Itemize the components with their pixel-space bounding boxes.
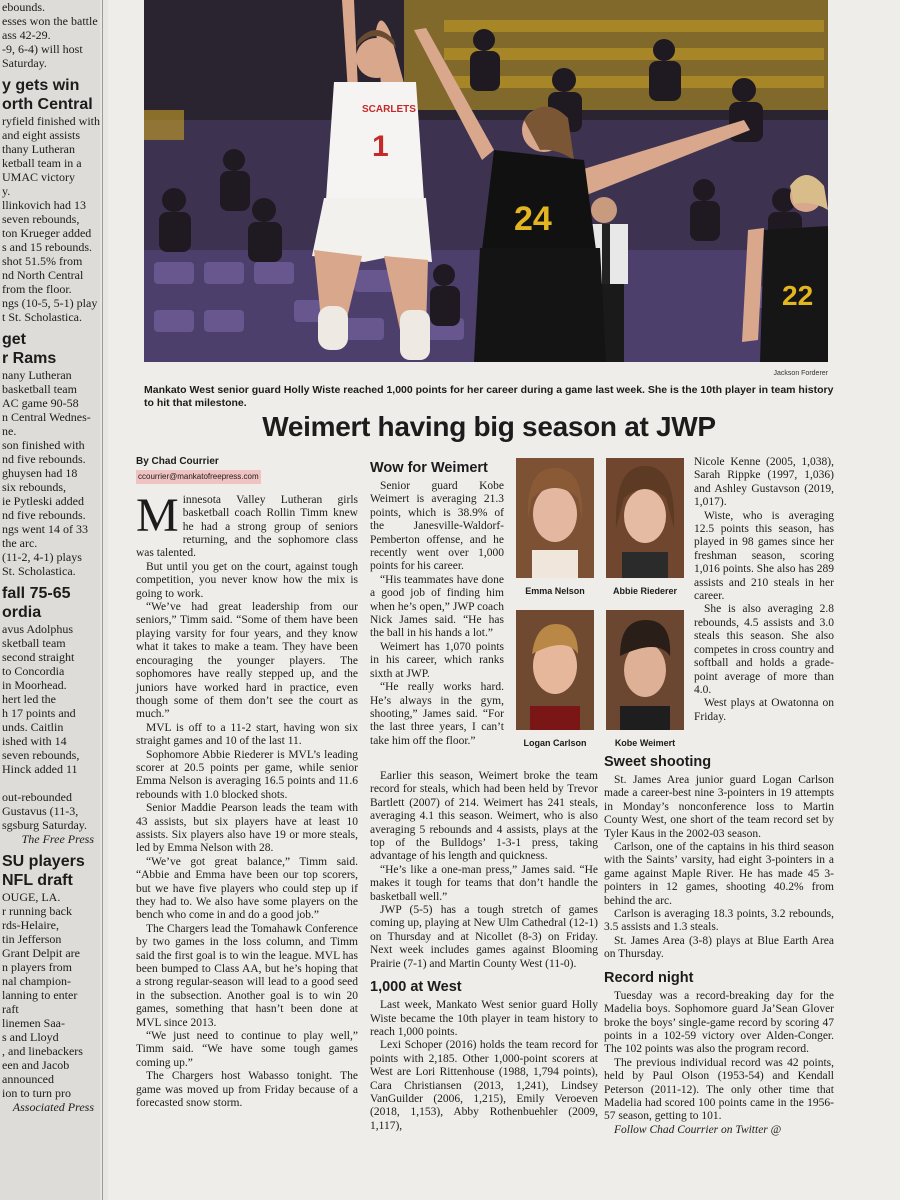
left-column-headline-d xyxy=(0,852,100,890)
left-column-line: hert led the xyxy=(2,692,56,706)
paragraph: “We’ve had great leadership from our seniors,” Timm said. “Some of them have been playing varsity for four years, and they know what it takes to make a team. They have been encouraging the younger players. The sophomores have really stepped up, and the juniors have worked hard in practice, even though some of them don’t see the court as much.” xyxy=(136,601,358,721)
left-column-line: seven rebounds, xyxy=(2,748,80,762)
left-column-headline-line: ordia xyxy=(2,604,42,621)
left-column-line: basketball team xyxy=(2,382,77,396)
paragraph: St. James Area (3-8) plays at Blue Earth Area on Thursday. xyxy=(604,934,834,961)
left-column-line: from the floor. xyxy=(2,282,72,296)
left-column-line: n Central Wednes- xyxy=(2,410,91,424)
left-column-line: ton Krueger added xyxy=(2,226,92,240)
column-3-top-paragraphs xyxy=(694,456,834,724)
subhead-sweet-shooting: Sweet shooting xyxy=(604,754,712,770)
paragraph: “We’ve got great balance,” Timm said. “Abbie and Emma have been our top scorers, but we have five players who could step up if they had to. We also have some players on the bench who come in and do a good job.” xyxy=(136,855,358,922)
left-column-line xyxy=(0,776,100,790)
column-3-record-paragraphs xyxy=(604,990,834,1124)
left-column-line: nal champion- xyxy=(2,974,71,988)
left-column-line: , and linebackers xyxy=(2,1044,83,1058)
emma-nelson-photo xyxy=(516,458,594,578)
column-rule xyxy=(102,0,103,1200)
left-column-line: Saturday. xyxy=(2,56,47,70)
left-column-line: ketball team in a xyxy=(2,156,82,170)
left-column-line: nany Lutheran xyxy=(2,368,72,382)
mugshot-emma-nelson xyxy=(516,458,594,596)
left-column-line: rds-Helaire, xyxy=(2,918,59,932)
mugshot-name: Logan Carlson xyxy=(523,738,587,748)
subhead-record-night: Record night xyxy=(604,969,694,986)
left-column-line: out-rebounded xyxy=(2,790,72,804)
left-column-line: nd five rebounds. xyxy=(2,452,86,466)
paragraph: The Chargers host Wabasso tonight. The game was moved up from Friday because of a forecasted snow storm. xyxy=(136,1070,358,1110)
left-column-line: Gustavus (11-3, xyxy=(2,804,79,818)
left-column-headline-line: SU players xyxy=(2,853,85,870)
left-column-line: nd North Central xyxy=(2,268,84,282)
left-column-brief-c xyxy=(0,368,100,578)
left-column-line: ebounds. xyxy=(2,0,45,14)
left-column-line: shot 51.5% from xyxy=(2,254,83,268)
left-column-line: seven rebounds, xyxy=(2,212,80,226)
paragraph: innesota Valley Lutheran girls basketball coach Rollin Timm knew he had a strong group of seniors returning, and the sophomore class was talented. xyxy=(136,493,358,560)
left-column-line: llinkovich had 13 xyxy=(2,198,86,212)
left-column-line: nd five rebounds. xyxy=(2,508,86,522)
left-column-line: ghuysen had 18 xyxy=(2,466,78,480)
left-column-brief-e xyxy=(0,890,100,1100)
paragraph: Last week, Mankato West senior guard Holly Wiste became the 10th player in team history to reach 1,000 points. xyxy=(370,999,598,1038)
left-column-line: UMAC victory xyxy=(2,170,75,184)
left-column-line: s and Lloyd xyxy=(2,1030,59,1044)
left-column-line: ngs (10-5, 5-1) play xyxy=(2,296,98,310)
left-column-line: raft xyxy=(2,1002,19,1016)
photo-credit: Jackson Forderer xyxy=(773,370,828,377)
paragraph: But until you get on the court, against tough competition, you never know how the mix is going to work. xyxy=(136,560,358,600)
paragraph: St. James Area junior guard Logan Carlson made a career-best nine 3-pointers in 19 attempts in Monday’s nonconference loss to Martin County West, one short of the team record set by Tyler Kaus in the 2002-03 season. xyxy=(604,774,834,840)
subhead-1000-at-west: 1,000 at West xyxy=(370,979,462,996)
column-2-bottom-paragraphs xyxy=(370,999,598,1133)
left-column-line: ished with 14 xyxy=(2,734,67,748)
left-column-brief-b xyxy=(0,114,100,324)
left-column-brief-a xyxy=(0,0,100,70)
left-column-headline-line: r Rams xyxy=(2,350,57,367)
left-column-line: ne. xyxy=(2,424,17,438)
paragraph: Nicole Kenne (2005, 1,038), Sarah Rippke (1997, 1,036) and Ashley Gustavson (2019, 1,017). xyxy=(694,456,834,509)
paragraph: Lexi Schoper (2016) holds the team record for points with 2,185. Other 1,000-point scorers at West are Lori Rittenhouse (1988, 1,794 points), Cara Christiansen (2013, 1,241), Lindsey VanGuilder (2006, 1,215), Emily Veroeven (2018, 1,153), Abby Rothenbuehler (2009, 1,117), xyxy=(370,1039,598,1132)
left-column-line: avus Adolphus xyxy=(2,622,74,636)
player-mugshots xyxy=(516,458,692,758)
paragraph: Senior guard Kobe Weimert is averaging 21.3 points, which is 38.9% of the Janesville-Waldorf-Pemberton offense, and he recently went over 1,000 points for his career. xyxy=(370,480,504,573)
left-column-headline-b xyxy=(0,330,100,368)
left-column-headline-line: NFL draft xyxy=(2,872,73,889)
paragraph: She is also averaging 2.8 rebounds, 4.5 assists and 3.0 steals this season. She also competes in cross country and softball and holds a grade-point average of more than 4.0. xyxy=(694,603,834,696)
left-column-line: n players from xyxy=(2,960,72,974)
left-column-line: s and 15 rebounds. xyxy=(2,240,92,254)
mugshot-name: Abbie Riederer xyxy=(612,586,678,596)
article-column-3-bottom xyxy=(604,750,834,1137)
left-column-credit-e: Associated Press xyxy=(12,1100,94,1114)
left-column-line: sgsburg Saturday. xyxy=(2,818,87,832)
left-column-line: -9, 6-4) will host xyxy=(2,42,83,56)
left-column-line: in Moorhead. xyxy=(2,678,67,692)
jersey-number-white: 1 xyxy=(372,130,389,163)
paragraph: “His teammates have done a good job of finding him when he’s open,” JWP coach Nick James said. “He has the ball in his hands a lot.” xyxy=(370,573,504,640)
byline: By Chad Courrier xyxy=(136,456,219,467)
article-column-1 xyxy=(136,455,358,1111)
paragraph: “He’s like a one-man press,” James said. “He makes it tough for teams that don’t handle the basketball well.” xyxy=(370,863,598,903)
left-column-line: and eight assists xyxy=(2,128,80,142)
left-column-line: r running back xyxy=(2,904,72,918)
left-column-line: een and Jacob xyxy=(2,1058,70,1072)
left-column-line: son finished with xyxy=(2,438,85,452)
paragraph: The Chargers lead the Tomahawk Conference by two games in the loss column, and Timm said the first goal is to win the league. MVL has been bumped to Class AA, but he’s hoping that a strong regular-season will lead to a good seed in the subsection. Another goal is to win 20 games, something that hasn’t been done at MVL since 2013. xyxy=(136,922,358,1029)
drop-cap: M xyxy=(136,488,179,542)
column-3-shooting-paragraphs xyxy=(604,774,834,962)
left-column-headline-line: get xyxy=(2,331,26,348)
article-column-2-lower xyxy=(370,770,598,1133)
left-column-line: lanning to enter xyxy=(2,988,78,1002)
left-column-line: ryfield finished with xyxy=(2,114,100,128)
paragraph: JWP (5-5) has a tough stretch of games coming up, playing at New Ulm Cathedral (12-1) on Thursday and at Nicollet (8-3) on Friday. Next week includes games against Blooming Prairie (7-1) and Martin County West (11-0). xyxy=(370,904,598,970)
left-column-line: announced xyxy=(2,1072,54,1086)
kobe-weimert-photo xyxy=(606,610,684,730)
paragraph: Senior Maddie Pearson leads the team with 43 assists, but six players have at least 10 assists. Six players also have 19 or more steals, led by Emma Nelson with 28. xyxy=(136,802,358,855)
left-column-headline-c xyxy=(0,584,100,622)
left-column-line: to Concordia xyxy=(2,664,65,678)
left-column-headline-line: fall 75-65 xyxy=(2,585,71,602)
left-column-line: linemen Saa- xyxy=(2,1016,65,1030)
left-column-credit-d: The Free Press xyxy=(21,832,94,846)
left-column-line: ass 42-29. xyxy=(2,28,51,42)
left-column-line: Hinck added 11 xyxy=(2,762,78,776)
left-column-line: thany Lutheran xyxy=(2,142,75,156)
column-2-top-paragraphs xyxy=(370,480,504,748)
abbie-riederer-photo xyxy=(606,458,684,578)
paragraph: “We just need to continue to play well,” Timm said. “We have some tough games coming up.” xyxy=(136,1030,358,1069)
paragraph: Earlier this season, Weimert broke the team record for steals, which had been held by Trevor Bartlett (2007) of 214. Weimert has 241 steals, averaging 4.1 this season. Weimert, who is also averaging 5 rebounds and 4 assists, plays at the top of the Bulldogs’ 1-3-1 press, taking advantage of his length and quickness. xyxy=(370,770,598,863)
left-column-headline-a xyxy=(0,76,100,114)
left-column-line: Grant Delpit are xyxy=(2,946,80,960)
jersey-number-black: 24 xyxy=(514,200,552,238)
article-column-3-top xyxy=(694,456,834,724)
left-column-brief-d xyxy=(0,622,100,832)
paragraph: Weimert has 1,070 points in his career, which ranks sixth at JWP. xyxy=(370,640,504,680)
column-1-paragraphs xyxy=(136,488,358,1111)
left-column-line: tin Jefferson xyxy=(2,932,62,946)
left-column-line: ion to turn pro xyxy=(2,1086,71,1100)
paragraph: “He really works hard. He’s always in the gym, shooting,” James said. “For the last three years, I can’t take him off the floor.” xyxy=(370,681,504,747)
photo-caption: Mankato West senior guard Holly Wiste reached 1,000 points for her career during a game last week. She is the 10th player in team history to hit that milestone. xyxy=(144,384,834,409)
paragraph: West plays at Owatonna on Friday. xyxy=(694,697,834,723)
left-column-line: the arc. xyxy=(2,536,38,550)
paragraph: Sophomore Abbie Riederer is MVL’s leading scorer at 20.5 points per game, while senior Emma Nelson is averaging 16.5 points and 11.6 rebounds with 1.0 blocked shots. xyxy=(136,748,358,801)
article-column-2 xyxy=(370,456,504,748)
left-column-line: (11-2, 4-1) plays xyxy=(2,550,82,564)
left-column-line: esses won the battle xyxy=(2,14,98,28)
paragraph: Carlson, one of the captains in his third season with the Saints’ varsity, had eight 3-pointers in a game against Maple River. He has made 45 3-pointers in 12 games, shooting 40.2% from behind the arc. xyxy=(604,841,834,907)
left-column-line: OUGE, LA. xyxy=(2,890,61,904)
left-column-line: h 17 points and xyxy=(2,706,76,720)
left-column-line: ngs went 14 of 33 xyxy=(2,522,88,536)
left-column-line: y. xyxy=(2,184,11,198)
paragraph: MVL is off to a 11-2 start, having won six straight games and 10 of the last 11. xyxy=(136,721,358,748)
mugshot-kobe-weimert xyxy=(606,610,684,748)
left-column-line: unds. Caitlin xyxy=(2,720,64,734)
article-column-1-body xyxy=(136,488,358,1111)
subhead-wow-for-weimert: Wow for Weimert xyxy=(370,460,488,476)
left-column-headline-line: orth Central xyxy=(2,96,93,113)
left-column-line: St. Scholastica. xyxy=(2,564,76,578)
column-2-middle-paragraphs xyxy=(370,770,598,971)
jersey-number-black-2: 22 xyxy=(782,280,814,311)
mugshot-abbie-riederer xyxy=(606,458,684,596)
paragraph: Wiste, who is averaging 12.5 points this season, has played in 98 games since her freshman season, scoring 1,016 points. She also has 289 assists and 210 steals in her career. xyxy=(694,509,834,603)
basketball-photo xyxy=(144,0,828,362)
left-column-line: sketball team xyxy=(2,636,66,650)
left-column-line: AC game 90-58 xyxy=(2,396,79,410)
left-column-line: second straight xyxy=(2,650,75,664)
paragraph: Tuesday was a record-breaking day for the Madelia boys. Sophomore guard Ja’Sean Glover broke the boys’ single-game record by scoring 47 points in a 102-59 victory over Alden-Conger. The 102 points was also the program record. xyxy=(604,989,834,1056)
logan-carlson-photo xyxy=(516,610,594,730)
left-column-line: ie Pytleski added xyxy=(2,494,84,508)
left-column-line: t St. Scholastica. xyxy=(2,310,82,324)
adjacent-column xyxy=(0,0,100,1200)
mugshot-name: Kobe Weimert xyxy=(614,738,676,748)
article-headline: Weimert having big season at JWP xyxy=(262,411,716,442)
paragraph: Carlson is averaging 18.3 points, 3.2 rebounds, 3.5 assists and 1.3 steals. xyxy=(604,908,834,934)
paragraph: The previous individual record was 42 points, held by Paul Olson (1953-54) and Kendall Peterson (2011-12). The only other time that Madelia had scored 100 points came in the 1956-57 season, getting to 101. xyxy=(604,1056,834,1123)
mugshot-logan-carlson xyxy=(516,610,594,748)
left-column-headline-line: y gets win xyxy=(2,77,80,94)
twitter-footer: Follow Chad Courrier on Twitter @ xyxy=(614,1123,782,1136)
mugshot-name: Emma Nelson xyxy=(525,586,585,596)
newspaper-page xyxy=(108,0,900,1200)
left-column-line: six rebounds, xyxy=(2,480,66,494)
jersey-team-name: SCARLETS xyxy=(362,104,416,115)
author-email: ccourrier@mankatofreepress.com xyxy=(136,470,261,483)
